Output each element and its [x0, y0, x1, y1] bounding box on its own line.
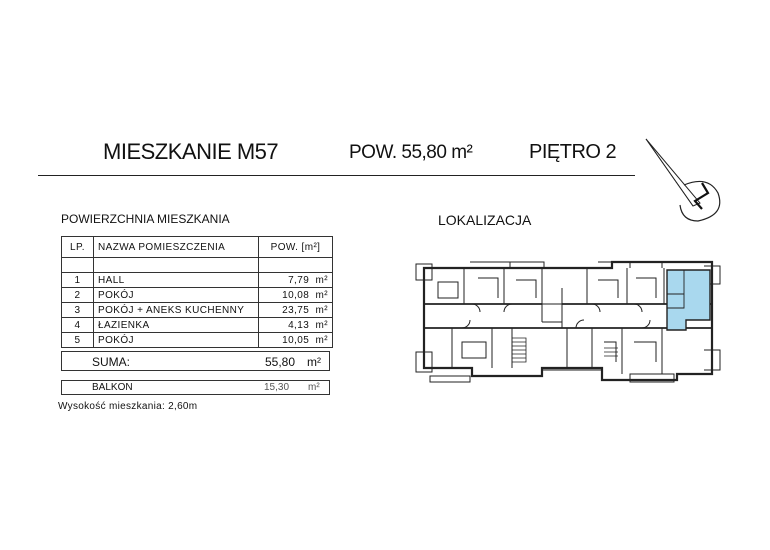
header-name: NAZWA POMIESZCZENIA [94, 237, 259, 258]
row-lp: 2 [62, 288, 94, 303]
location-section-title: LOKALIZACJA [438, 212, 532, 228]
row-area: 10,05 m² [259, 333, 333, 348]
sum-label: SUMA: [92, 355, 131, 369]
height-note: Wysokość mieszkania: 2,60m [58, 401, 198, 412]
sum-unit: m² [307, 355, 321, 369]
row-name: POKÓJ [94, 288, 259, 303]
sum-row [61, 351, 330, 371]
header-rule [38, 175, 635, 176]
floor-plan-map [412, 258, 722, 388]
row-lp: 1 [62, 273, 94, 288]
row-lp: 3 [62, 303, 94, 318]
row-name: POKÓJ + ANEKS KUCHENNY [94, 303, 259, 318]
row-area: 7,79 m² [259, 273, 333, 288]
header-area: POW. [m²] [259, 237, 333, 258]
table-row [62, 273, 333, 288]
table-row [62, 318, 333, 333]
row-area: 10,08 m² [259, 288, 333, 303]
row-name: POKÓJ [94, 333, 259, 348]
floor-label: PIĘTRO 2 [529, 141, 617, 163]
table-row [62, 288, 333, 303]
balcony-row [61, 380, 330, 395]
balcony-label: BALKON [92, 382, 133, 393]
apartment-title: MIESZKANIE M57 [103, 139, 279, 164]
row-lp: 4 [62, 318, 94, 333]
table-row [62, 303, 333, 318]
row-area: 23,75 m² [259, 303, 333, 318]
sum-value: 55,80 [265, 355, 296, 369]
apartment-area: POW. 55,80 m² [349, 142, 473, 163]
header-lp: LP. [62, 237, 94, 258]
north-arrow-icon [640, 135, 735, 230]
balcony-unit: m² [308, 382, 320, 393]
table-row [62, 333, 333, 348]
row-lp: 5 [62, 333, 94, 348]
row-area: 4,13 m² [259, 318, 333, 333]
area-section-title: POWIERZCHNIA MIESZKANIA [61, 212, 230, 226]
row-name: HALL [94, 273, 259, 288]
balcony-value: 15,30 [264, 382, 290, 393]
row-name: ŁAZIENKA [94, 318, 259, 333]
rooms-table [61, 236, 333, 348]
highlighted-apartment [667, 270, 710, 330]
